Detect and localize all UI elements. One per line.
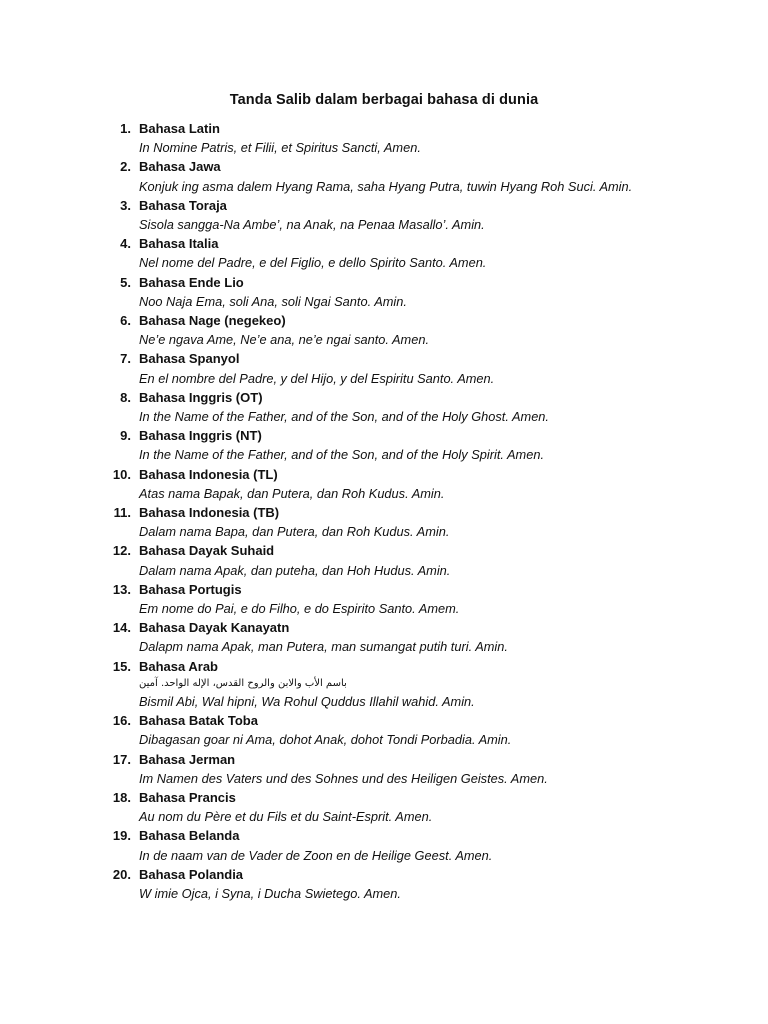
list-item	[0, 580, 768, 618]
sign-of-cross-phrase: Dalam nama Apak, dan puteha, dan Hoh Hudus. Amin.	[139, 562, 451, 578]
item-number: 6.	[120, 313, 131, 329]
language-name: Bahasa Toraja	[139, 197, 227, 213]
list-item	[0, 618, 768, 656]
list-item	[0, 311, 768, 349]
sign-of-cross-phrase: W imie Ojca, i Syna, i Ducha Swietego. Amen.	[139, 885, 401, 901]
sign-of-cross-phrase: In the Name of the Father, and of the Son, and of the Holy Spirit. Amen.	[139, 447, 544, 463]
language-name: Bahasa Prancis	[139, 789, 236, 805]
language-name: Bahasa Italia	[139, 236, 219, 252]
language-name: Bahasa Jerman	[139, 751, 236, 767]
item-number: 5.	[120, 274, 131, 290]
language-name: Bahasa Indonesia (TL)	[139, 466, 278, 482]
language-name: Bahasa Spanyol	[139, 351, 240, 367]
list-item	[0, 349, 768, 387]
sign-of-cross-phrase: Konjuk ing asma dalem Hyang Rama, saha Hyang Putra, tuwin Hyang Roh Suci. Amin.	[139, 178, 633, 194]
sign-of-cross-phrase: Nel nome del Padre, e del Figlio, e dello Spirito Santo. Amen.	[139, 255, 487, 271]
sign-of-cross-phrase: Dalam nama Bapa, dan Putera, dan Roh Kudus. Amin.	[139, 524, 450, 540]
language-name: Bahasa Nage (negekeo)	[139, 313, 286, 329]
page-title: Tanda Salib dalam berbagai bahasa di dunia	[229, 92, 539, 108]
item-number: 7.	[120, 351, 131, 367]
sign-of-cross-phrase: In de naam van de Vader de Zoon en de Heilige Geest. Amen.	[139, 847, 493, 863]
list-item	[0, 426, 768, 464]
language-list	[0, 119, 768, 903]
list-item	[0, 388, 768, 426]
arabic-script-phrase: باسم الأب والابن والروح القدس، الإله الواحد. آمين	[139, 677, 347, 689]
sign-of-cross-phrase: Atas nama Bapak, dan Putera, dan Roh Kudus. Amin.	[139, 485, 445, 501]
list-item	[0, 503, 768, 541]
language-name: Bahasa Polandia	[139, 866, 244, 882]
sign-of-cross-phrase: En el nombre del Padre, y del Hijo, y del Espiritu Santo. Amen.	[139, 370, 495, 386]
list-item	[0, 157, 768, 195]
language-name: Bahasa Belanda	[139, 828, 240, 844]
list-item	[0, 711, 768, 749]
list-item	[0, 273, 768, 311]
item-number: 2.	[120, 159, 131, 175]
language-name: Bahasa Latin	[139, 121, 220, 136]
sign-of-cross-phrase: Ne’e ngava Ame, Ne’e ana, ne’e ngai santo. Amen.	[139, 332, 430, 348]
sign-of-cross-phrase: Sisola sangga-Na Ambe’, na Anak, na Penaa Masallo’. Amin.	[139, 217, 485, 233]
sign-of-cross-phrase: Dibagasan goar ni Ama, dohot Anak, dohot Tondi Porbadia. Amin.	[139, 732, 512, 748]
item-number: 18.	[112, 789, 131, 805]
list-item	[0, 750, 768, 788]
list-item	[0, 788, 768, 826]
item-number: 9.	[120, 428, 131, 444]
language-name: Bahasa Portugis	[139, 581, 242, 597]
item-number: 15.	[112, 658, 131, 674]
item-number: 20.	[112, 866, 131, 882]
sign-of-cross-phrase: Noo Naja Ema, soli Ana, soli Ngai Santo. Amin.	[139, 293, 407, 309]
item-number: 11.	[113, 505, 131, 521]
item-number: 4.	[120, 236, 131, 252]
item-number: 19.	[112, 828, 131, 844]
item-number: 17.	[112, 751, 131, 767]
list-item	[0, 465, 768, 503]
sign-of-cross-phrase: In the Name of the Father, and of the Son, and of the Holy Ghost. Amen.	[139, 409, 549, 425]
list-item	[0, 865, 768, 903]
item-number: 10.	[112, 466, 131, 482]
language-name: Bahasa Dayak Kanayatn	[139, 620, 290, 636]
item-number: 1.	[120, 121, 131, 136]
language-name: Bahasa Jawa	[139, 159, 221, 175]
list-item	[0, 657, 768, 711]
language-name: Bahasa Indonesia (TB)	[139, 505, 280, 521]
item-number: 13.	[112, 581, 131, 597]
language-name: Bahasa Inggris (NT)	[139, 428, 262, 444]
sign-of-cross-phrase: In Nomine Patris, et Filii, et Spiritus Sancti, Amen.	[139, 140, 421, 156]
sign-of-cross-phrase: Im Namen des Vaters und des Sohnes und des Heiligen Geistes. Amen.	[139, 770, 548, 786]
sign-of-cross-phrase: Au nom du Père et du Fils et du Saint-Esprit. Amen.	[139, 809, 433, 825]
list-item	[0, 234, 768, 272]
sign-of-cross-phrase: Dalapm nama Apak, man Putera, man sumangat putih turi. Amin.	[139, 639, 508, 655]
list-item	[0, 826, 768, 864]
list-item	[0, 119, 768, 157]
list-item	[0, 196, 768, 234]
list-item	[0, 541, 768, 579]
item-number: 12.	[112, 543, 131, 559]
sign-of-cross-phrase: Em nome do Pai, e do Filho, e do Espirito Santo. Amem.	[139, 601, 460, 617]
language-name: Bahasa Batak Toba	[139, 713, 258, 729]
language-name: Bahasa Inggris (OT)	[139, 389, 263, 405]
item-number: 3.	[120, 197, 131, 213]
item-number: 14.	[112, 620, 131, 636]
item-number: 8.	[120, 389, 131, 405]
language-name: Bahasa Arab	[139, 658, 218, 674]
language-name: Bahasa Dayak Suhaid	[139, 543, 275, 559]
language-name: Bahasa Ende Lio	[139, 274, 244, 290]
item-number: 16.	[112, 713, 131, 729]
sign-of-cross-phrase: Bismil Abi, Wal hipni, Wa Rohul Quddus Illahil wahid. Amin.	[139, 693, 475, 709]
